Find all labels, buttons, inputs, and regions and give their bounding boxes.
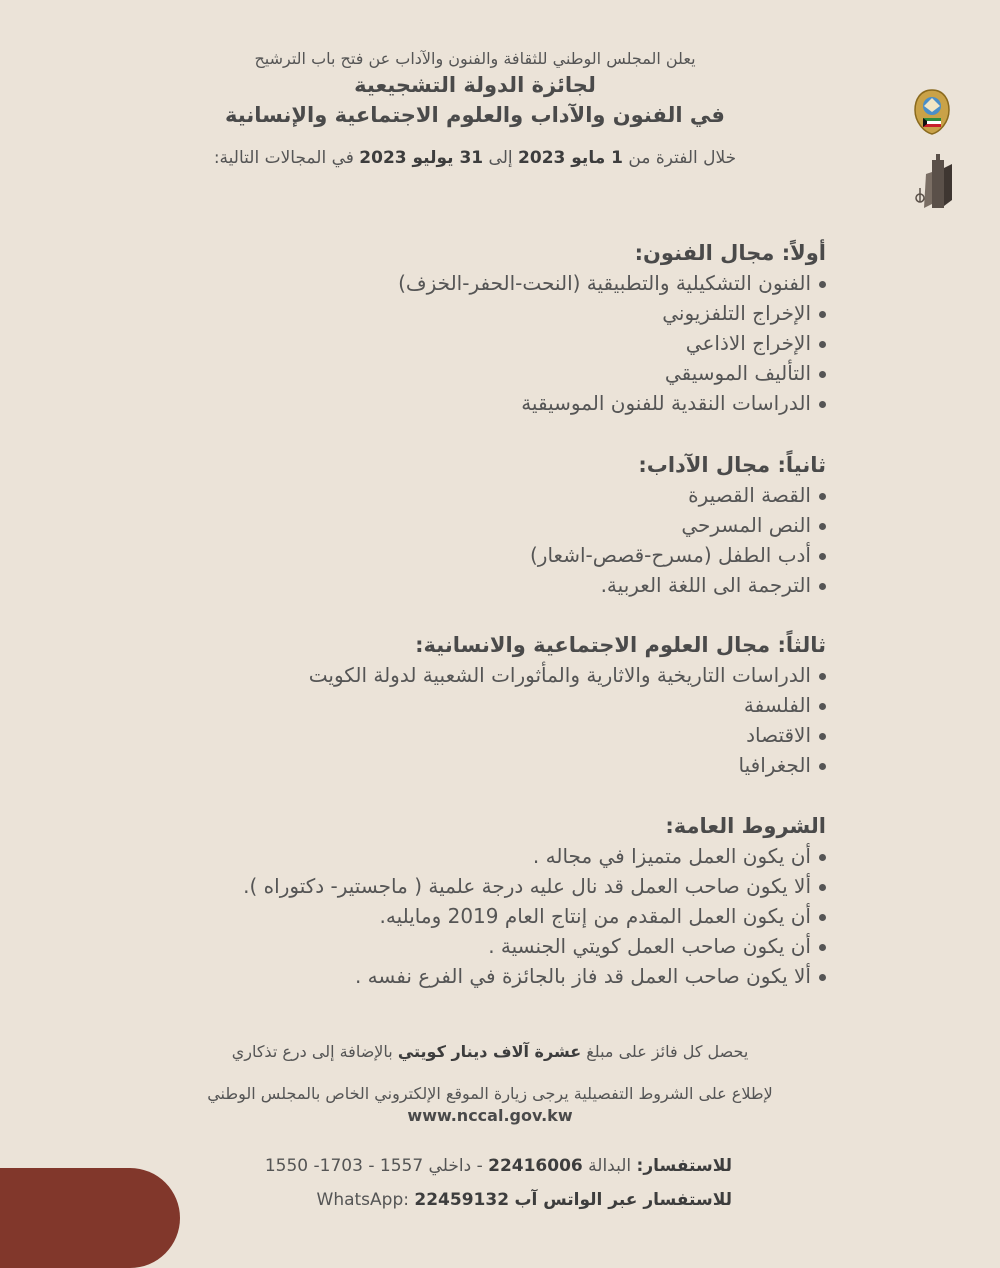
- switchboard-number[interactable]: 22416006: [488, 1156, 583, 1176]
- bullet-icon: [819, 854, 826, 861]
- switchboard-label: البدالة: [588, 1156, 632, 1176]
- whatsapp-number[interactable]: 22459132: [414, 1190, 510, 1210]
- bullet-icon: [819, 944, 826, 951]
- whatsapp-contact: [132, 1190, 732, 1210]
- nomination-period: [150, 148, 800, 168]
- period-end: 31 يوليو 2023: [359, 148, 484, 168]
- list-item: الفنون التشكيلية والتطبيقية (النحت-الحفر-الخزف): [126, 268, 826, 298]
- corner-decoration: [0, 1168, 180, 1268]
- section-title: أولاً: مجال الفنون:: [634, 241, 826, 265]
- bullet-icon: [819, 371, 826, 378]
- section-literature: [126, 450, 826, 600]
- list-item: الإخراج التلفزيوني: [126, 298, 826, 328]
- list-item: النص المسرحي: [126, 510, 826, 540]
- bullet-icon: [819, 914, 826, 921]
- list-item: الفلسفة: [126, 690, 826, 720]
- bullet-icon: [819, 733, 826, 740]
- list-item: أن يكون العمل متميزا في مجاله .: [126, 841, 826, 871]
- section-social-sciences: [126, 630, 826, 780]
- list-item: أدب الطفل (مسرح-قصص-اشعار): [126, 540, 826, 570]
- bullet-icon: [819, 763, 826, 770]
- list-item: أن يكون العمل المقدم من إنتاج العام 2019 ومايليه.: [126, 901, 826, 931]
- list-item: الاقتصاد: [126, 720, 826, 750]
- bullet-icon: [819, 583, 826, 590]
- bullet-icon: [819, 553, 826, 560]
- list-item: الدراسات التاريخية والاثارية والمأثورات الشعبية لدولة الكويت: [126, 660, 826, 690]
- intro-text: يعلن المجلس الوطني للثقافة والفنون والآداب عن فتح باب الترشيح: [254, 49, 696, 68]
- section-title: ثالثاً: مجال العلوم الاجتماعية والانسانية:: [415, 633, 826, 657]
- period-suffix: في المجالات التالية:: [213, 148, 354, 168]
- list-item: الإخراج الاذاعي: [126, 328, 826, 358]
- bullet-icon: [819, 884, 826, 891]
- period-mid: إلى: [488, 148, 513, 168]
- whatsapp-latin: WhatsApp:: [316, 1190, 409, 1210]
- bullet-icon: [819, 523, 826, 530]
- bullet-icon: [819, 341, 826, 348]
- list-item: ألا يكون صاحب العمل قد فاز بالجائزة في الفرع نفسه .: [126, 961, 826, 991]
- nccal-logo-icon: [912, 154, 956, 216]
- list-item: ألا يكون صاحب العمل قد نال عليه درجة علمية ( ماجستير- دكتوراه ).: [126, 871, 826, 901]
- list-item: الترجمة الى اللغة العربية.: [126, 570, 826, 600]
- bullet-icon: [819, 673, 826, 680]
- list-item: الدراسات النقدية للفنون الموسيقية: [126, 388, 826, 418]
- prize-info: [100, 1040, 880, 1064]
- inquiry-label: للاستفسار:: [636, 1156, 732, 1176]
- list-item: أن يكون صاحب العمل كويتي الجنسية .: [126, 931, 826, 961]
- period-prefix: خلال الفترة من: [628, 148, 737, 168]
- prize-line: يحصل كل فائز على مبلغ عشرة آلاف دينار كويتي بالإضافة إلى درع تذكاري: [231, 1042, 749, 1061]
- list-item: التأليف الموسيقي: [126, 358, 826, 388]
- list-item: القصة القصيرة: [126, 480, 826, 510]
- award-title-line1: لجائزة الدولة التشجيعية: [354, 73, 596, 97]
- bullet-icon: [819, 311, 826, 318]
- announcement-header: [150, 48, 800, 168]
- section-title: ثانياً: مجال الآداب:: [638, 453, 826, 477]
- kuwait-emblem-icon: [912, 88, 952, 136]
- info-line: لإطلاع على الشروط التفصيلية يرجى زيارة الموقع الإلكتروني الخاص بالمجلس الوطني: [207, 1084, 773, 1103]
- phone-contact: [132, 1156, 732, 1176]
- section-title: الشروط العامة:: [665, 814, 826, 838]
- award-title-line2: في الفنون والآداب والعلوم الاجتماعية والإنسانية: [225, 103, 725, 127]
- section-general-conditions: [126, 811, 826, 991]
- whatsapp-label: للاستفسار عبر الواتس آب: [514, 1190, 732, 1210]
- list-item: الجغرافيا: [126, 750, 826, 780]
- website-info: [100, 1082, 880, 1125]
- website-link[interactable]: www.nccal.gov.kw: [407, 1106, 573, 1125]
- bullet-icon: [819, 401, 826, 408]
- extensions: - داخلي 1557 - 1703- 1550: [264, 1156, 483, 1176]
- section-arts: [126, 238, 826, 418]
- bullet-icon: [819, 281, 826, 288]
- bullet-icon: [819, 703, 826, 710]
- period-start: 1 مايو 2023: [518, 148, 623, 168]
- logo-column: [912, 88, 956, 220]
- bullet-icon: [819, 493, 826, 500]
- prize-amount: عشرة آلاف دينار كويتي: [397, 1042, 582, 1061]
- bullet-icon: [819, 974, 826, 981]
